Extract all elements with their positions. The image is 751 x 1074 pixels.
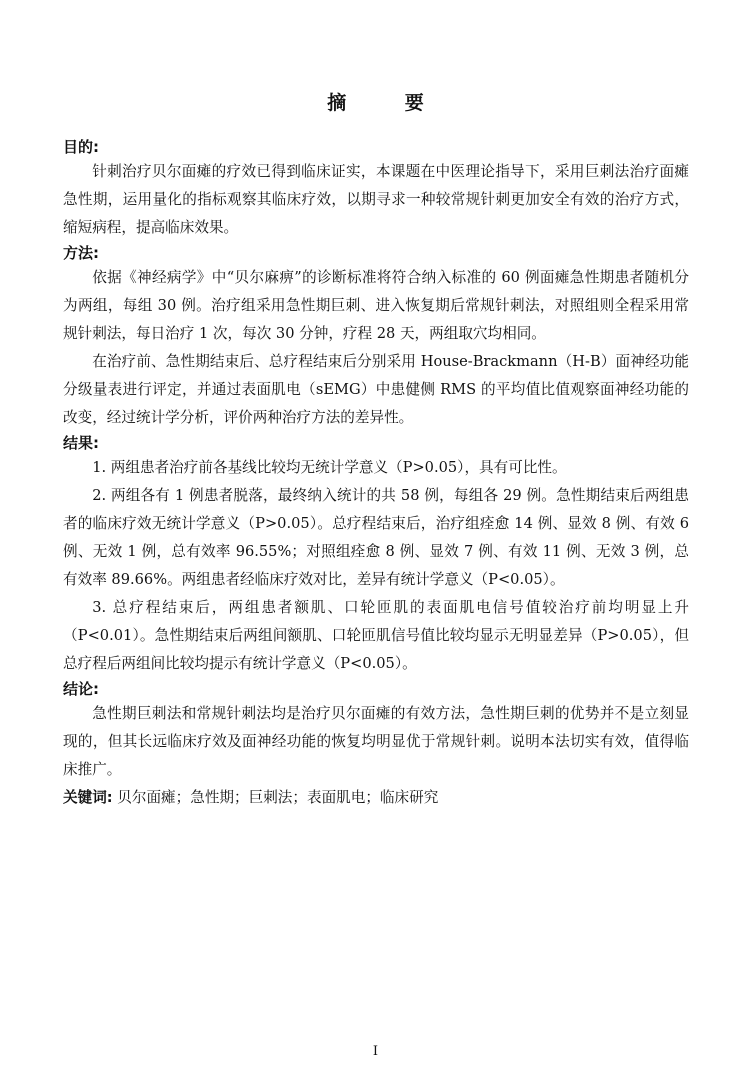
section-heading-results: 结果: [63,434,99,452]
conclusion-paragraph: 急性期巨刺法和常规针刺法均是治疗贝尔面瘫的有效方法，急性期巨刺的优势并不是立刻显现的，但其长远临床疗效及面神经功能的恢复均明显优于常规针刺。说明本法切实有效，值得临床推广。 [63,705,689,778]
objective-paragraph: 针刺治疗贝尔面瘫的疗效已得到临床证实，本课题在中医理论指导下，采用巨刺法治疗面瘫急性期，运用量化的指标观察其临床疗效，以期寻求一种较常规针刺更加安全有效的治疗方式，缩短病程，提高临床效果。 [63,163,689,236]
abstract-body [63,136,689,812]
results-item-2: 2. 两组各有 1 例患者脱落，最终纳入统计的共 58 例，每组各 29 例。急性期结束后两组患者的临床疗效无统计学意义（P>0.05）。总疗程结束后，治疗组痊愈 14 例、显效 8 例、有效 6 例、无效 1 例，总有效率 96.55%；对照组痊愈 8 例、显效 7 例、有效 11 例、无效 3 例，总有效率 89.66%。两组患者经临床疗效对比，差异有统计学意义（P<0.05）。 [63,487,689,588]
results-item-1: 1. 两组患者治疗前各基线比较均无统计学意义（P>0.05），具有可比性。 [92,459,567,476]
section-heading-conclusion: 结论: [63,680,99,698]
section-heading-methods: 方法: [63,244,99,262]
section-results [63,432,689,678]
methods-paragraph-1: 依据《神经病学》中“贝尔麻痹”的诊断标准将符合纳入标准的 60 例面瘫急性期患者随机分为两组，每组 30 例。治疗组采用急性期巨刺、进入恢复期后常规针刺法，对照组则全程采用常规针刺法，每日治疗 1 次，每次 30 分钟，疗程 28 天，两组取穴均相同。 [63,269,689,342]
section-methods [63,242,689,432]
section-objective [63,136,689,242]
page-number: I [372,1044,379,1059]
section-heading-objective: 目的: [63,138,99,156]
keywords-value: 贝尔面瘫；急性期；巨刺法；表面肌电；临床研究 [112,789,439,806]
section-conclusion [63,678,689,784]
page-title: 摘 要 [327,92,450,114]
keywords-label: 关键词: [63,789,113,806]
methods-paragraph-2: 在治疗前、急性期结束后、总疗程结束后分别采用 House-Brackmann（H-B）面神经功能分级量表进行评定，并通过表面肌电（sEMG）中患健侧 RMS 的平均值比值观察面神经功能的改变，经过统计学分析，评价两种治疗方法的差异性。 [63,353,689,426]
keywords-line [63,784,689,812]
results-item-3: 3. 总疗程结束后，两组患者额肌、口轮匝肌的表面肌电信号值较治疗前均明显上升（P<0.01）。急性期结束后两组间额肌、口轮匝肌信号值比较均显示无明显差异（P>0.05），但总疗程后两组间比较均提示有统计学意义（P<0.05）。 [63,599,689,672]
